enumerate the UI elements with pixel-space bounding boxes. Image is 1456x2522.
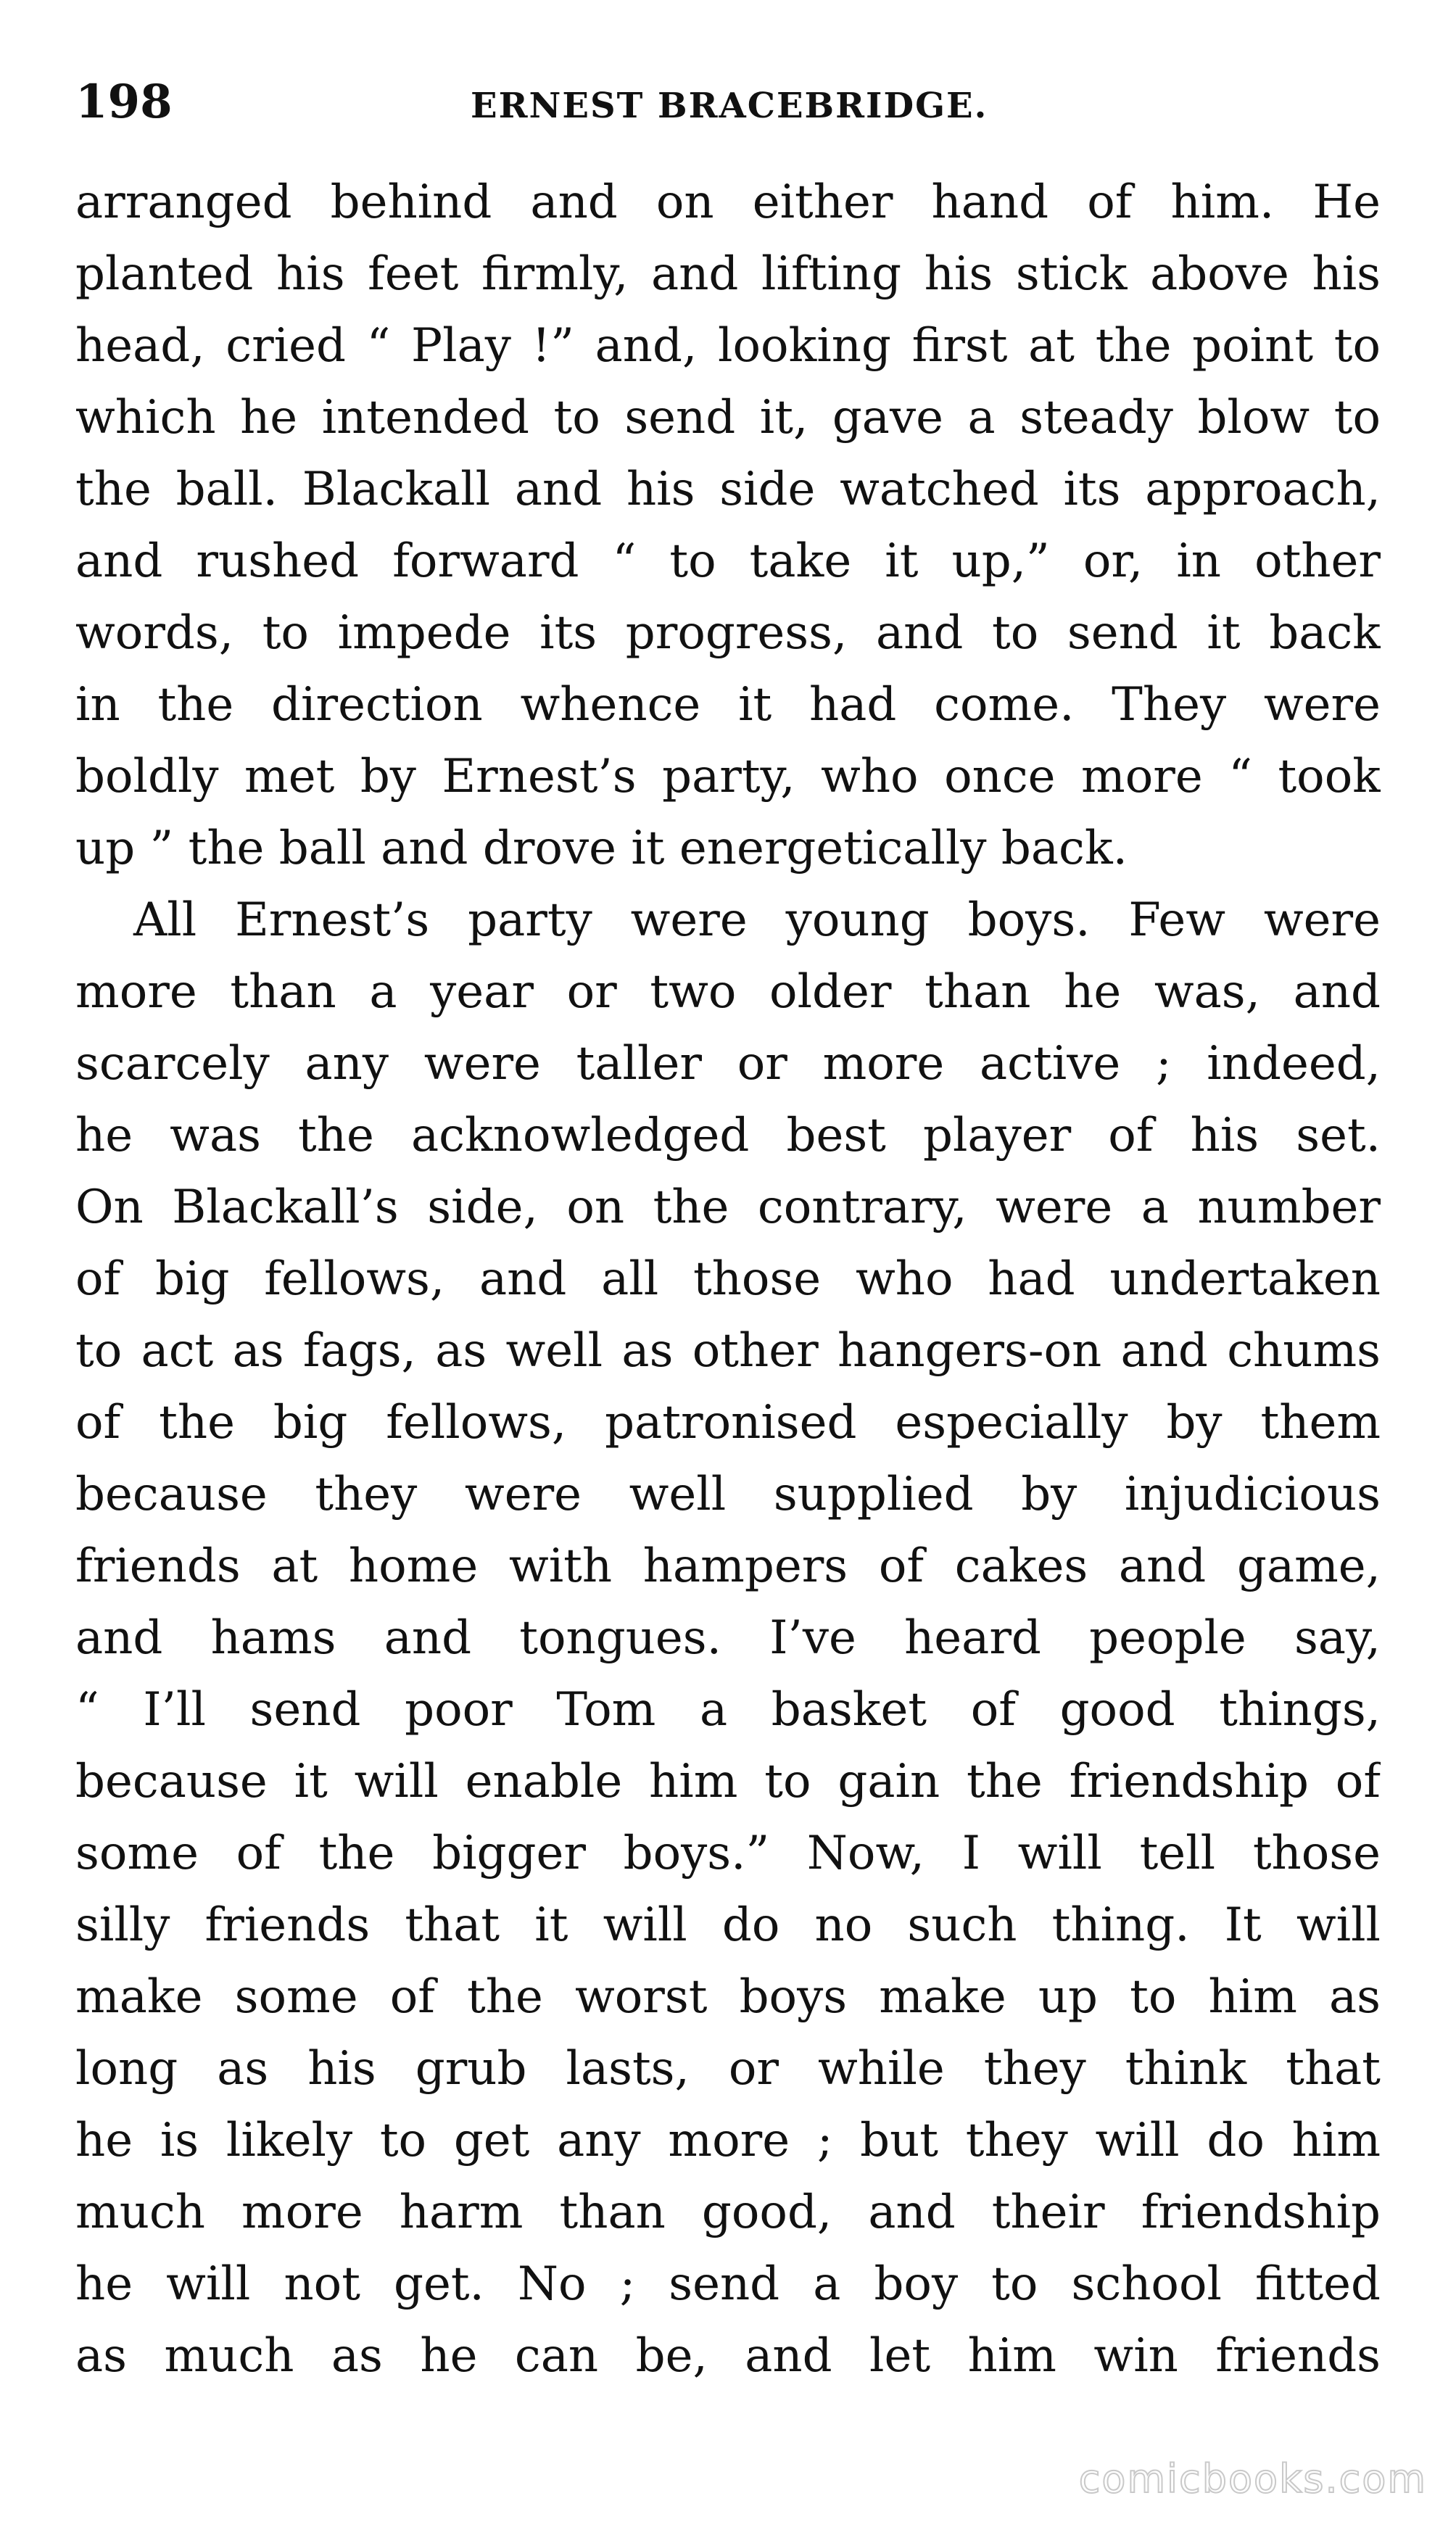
page-number: 198	[75, 75, 173, 129]
text-line: to act as fags, as well as other hangers-on and chums	[75, 1324, 1381, 1378]
text-line: On Blackall’s side, on the contrary, were a number	[75, 1181, 1381, 1234]
text-line: because they were well supplied by injudicious	[75, 1468, 1381, 1521]
paragraph-1	[75, 167, 1381, 885]
text-line: of big fellows, and all those who had undertaken	[75, 1252, 1381, 1306]
text-line: much more harm than good, and their friendship	[75, 2186, 1381, 2239]
text-line: arranged behind and on either hand of him. He	[75, 175, 1381, 229]
text-line: he will not get. No ; send a boy to school fitted	[75, 2257, 1381, 2311]
text-line: “ I’ll send poor Tom a basket of good things,	[75, 1683, 1381, 1737]
watermark: comicbooks.com	[1078, 2456, 1427, 2502]
text-line: make some of the worst boys make up to him as	[75, 1970, 1381, 2024]
text-line: head, cried “ Play !” and, looking first at the point to	[75, 319, 1381, 373]
running-head: ERNEST BRACEBRIDGE.	[471, 86, 988, 126]
text-line: up ” the ball and drove it energetically back.	[75, 822, 1128, 875]
text-line: boldly met by Ernest’s party, who once more “ took	[75, 750, 1381, 803]
text-line: scarcely any were taller or more active ; indeed,	[75, 1037, 1381, 1091]
text-line: words, to impede its progress, and to send it back	[75, 606, 1381, 660]
page-header	[75, 70, 1381, 135]
text-line: and rushed forward “ to take it up,” or, in other	[75, 534, 1381, 588]
text-line: friends at home with hampers of cakes and game,	[75, 1539, 1381, 1593]
text-line: he is likely to get any more ; but they will do him	[75, 2114, 1381, 2167]
body-text	[75, 167, 1381, 2392]
text-line: as much as he can be, and let him win friends	[75, 2329, 1381, 2383]
text-line: in the direction whence it had come. They were	[75, 678, 1381, 732]
text-line: some of the bigger boys.” Now, I will tell those	[75, 1827, 1381, 1880]
paragraph-2	[75, 885, 1381, 2392]
text-line: which he intended to send it, gave a steady blow to	[75, 391, 1381, 445]
text-line: planted his feet firmly, and lifting his stick above his	[75, 247, 1381, 301]
text-line: long as his grub lasts, or while they think that	[75, 2042, 1381, 2096]
text-line: the ball. Blackall and his side watched its approach,	[75, 463, 1381, 516]
text-line: of the big fellows, patronised especially by them	[75, 1396, 1381, 1450]
text-line: All Ernest’s party were young boys. Few were	[133, 893, 1381, 947]
text-line: more than a year or two older than he was, and	[75, 965, 1381, 1019]
text-line: silly friends that it will do no such thing. It will	[75, 1898, 1381, 1952]
text-line: he was the acknowledged best player of his set.	[75, 1109, 1381, 1162]
text-line: because it will enable him to gain the friendship of	[75, 1755, 1381, 1808]
text-line: and hams and tongues. I’ve heard people say,	[75, 1611, 1381, 1665]
